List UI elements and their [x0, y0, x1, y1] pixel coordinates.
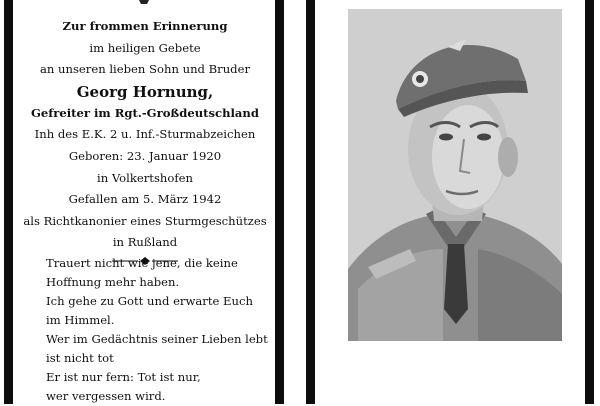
military-rank: Gefreiter im Rgt.-Großdeutschland: [31, 105, 259, 120]
soldier-portrait-icon: [348, 9, 562, 341]
memorial-text: [18, 16, 272, 276]
poem-line: im Himmel.: [46, 313, 115, 327]
deceased-name: Georg Hornung,: [76, 82, 214, 101]
consolation-poem: [46, 254, 274, 406]
death-place: in Rußland: [112, 235, 178, 250]
poem-line: wer vergessen wird.: [46, 389, 166, 403]
poem-line: Hoffnung mehr haben.: [46, 275, 180, 289]
poem-line: Wer im Gedächtnis seiner Lieben lebt: [46, 332, 268, 346]
memorial-card-text-side: [0, 0, 290, 403]
birth-date: Geboren: 23. Januar 1920: [68, 148, 222, 163]
poem-line: Er ist nur fern: Tot ist nur,: [46, 370, 201, 384]
birth-place: in Volkertshofen: [97, 170, 193, 185]
poem-line: ist nicht tot: [46, 351, 114, 365]
poem-line: Trauert nicht wie jene, die keine: [46, 256, 238, 270]
service-role: als Richtkanonier eines Sturmgeschützes: [23, 213, 267, 228]
poem-line: Ich gehe zu Gott und erwarte Euch: [46, 294, 253, 308]
heading-line-3: an unseren lieben Sohn und Bruder: [39, 62, 250, 77]
cross-emblem-icon: [132, 0, 156, 8]
portrait-photo: [348, 9, 562, 341]
heading-line-1: Zur frommen Erinnerung: [62, 19, 228, 33]
heading-line-2: im heiligen Gebete: [89, 40, 201, 55]
death-date: Gefallen am 5. März 1942: [68, 192, 222, 207]
memorial-card-photo-side: [306, 0, 600, 400]
decorations: Inh des E.K. 2 u. Inf.-Sturmabzeichen: [34, 127, 256, 142]
